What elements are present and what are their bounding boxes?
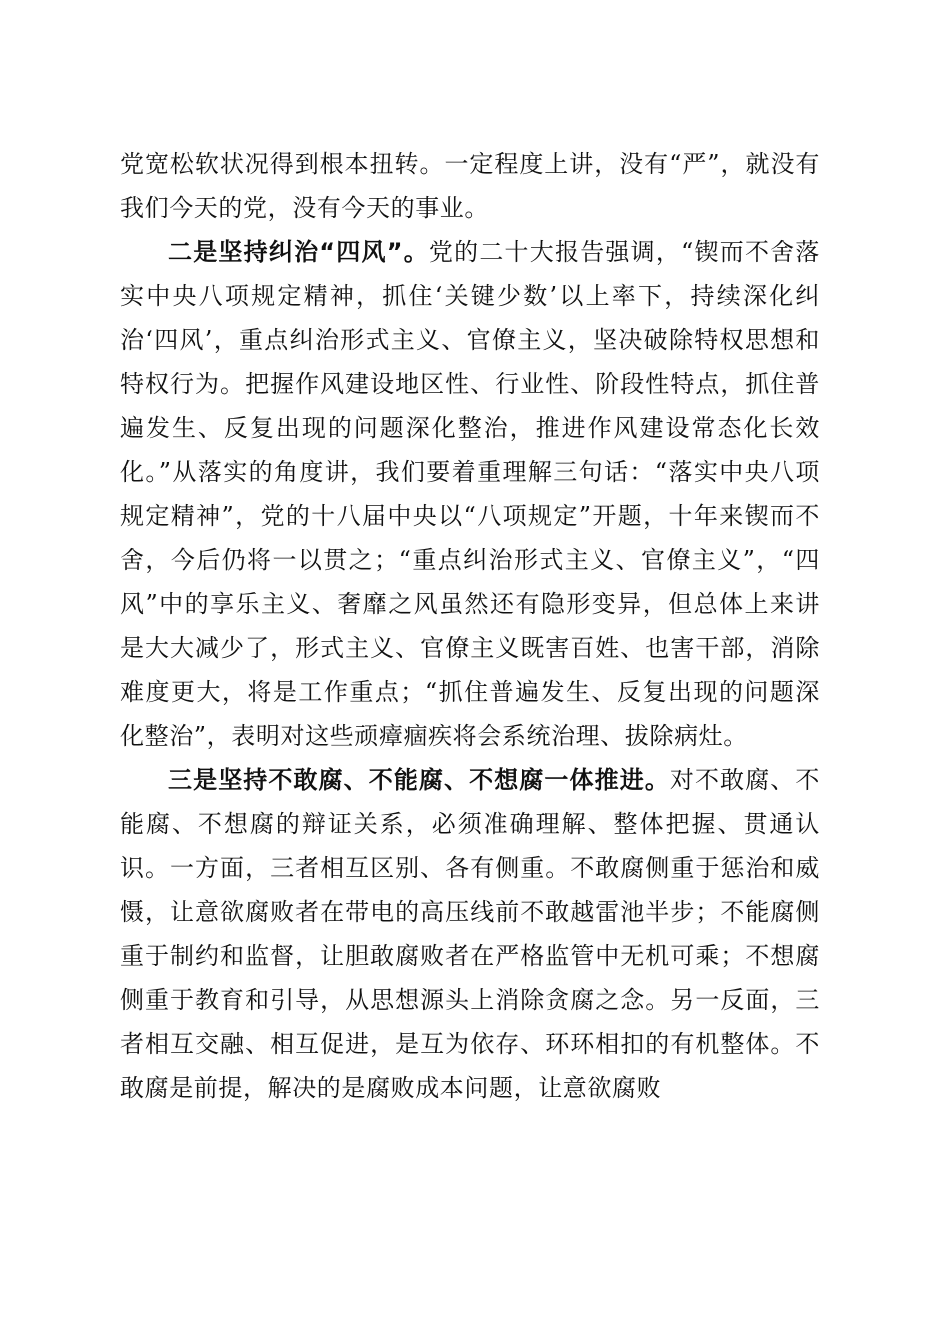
body-text <box>120 142 820 1110</box>
paragraph-3-text: 对不敢腐、不能腐、不想腐的辩证关系，必须准确理解、整体把握、贯通认识。一方面，三者相互区别、各有侧重。不敢腐侧重于惩治和威慑，让意欲腐败者在带电的高压线前不敢越雷池半步；不能腐侧重于制约和监督，让胆敢腐败者在严格监管中无机可乘；不想腐侧重于教育和引导，从思想源头上消除贪腐之念。另一反面，三者相互交融、相互促进，是互为依存、环环相扣的有机整体。不敢腐是前提，解决的是腐败成本问题，让意欲腐败 <box>120 766 820 1102</box>
paragraph-1-text: 党宽松软状况得到根本扭转。一定程度上讲，没有“严”，就没有我们今天的党，没有今天的事业。 <box>120 150 820 222</box>
paragraph-2 <box>120 230 820 758</box>
paragraph-2-heading: 二是坚持纠治“四风”。 <box>168 238 429 266</box>
paragraph-2-text: 党的二十大报告强调，“锲而不舍落实中央八项规定精神，抓住‘关键少数’以上率下，持续深化纠治‘四风’，重点纠治形式主义、官僚主义，坚决破除特权思想和特权行为。把握作风建设地区性、行业性、阶段性特点，抓住普遍发生、反复出现的问题深化整治，推进作风建设常态化长效化。”从落实的角度讲，我们要着重理解三句话：“落实中央八项规定精神”，党的十八届中央以“八项规定”开题，十年来锲而不舍，今后仍将一以贯之；“重点纠治形式主义、官僚主义”，“四风”中的享乐主义、奢靡之风虽然还有隐形变异，但总体上来讲是大大减少了，形式主义、官僚主义既害百姓、也害干部，消除难度更大，将是工作重点；“抓住普遍发生、反复出现的问题深化整治”，表明对这些顽瘴痼疾将会系统治理、拔除病灶。 <box>120 238 820 750</box>
paragraph-3-heading: 三是坚持不敢腐、不能腐、不想腐一体推进。 <box>168 766 670 794</box>
paragraph-1 <box>120 142 820 230</box>
paragraph-3 <box>120 758 820 1110</box>
